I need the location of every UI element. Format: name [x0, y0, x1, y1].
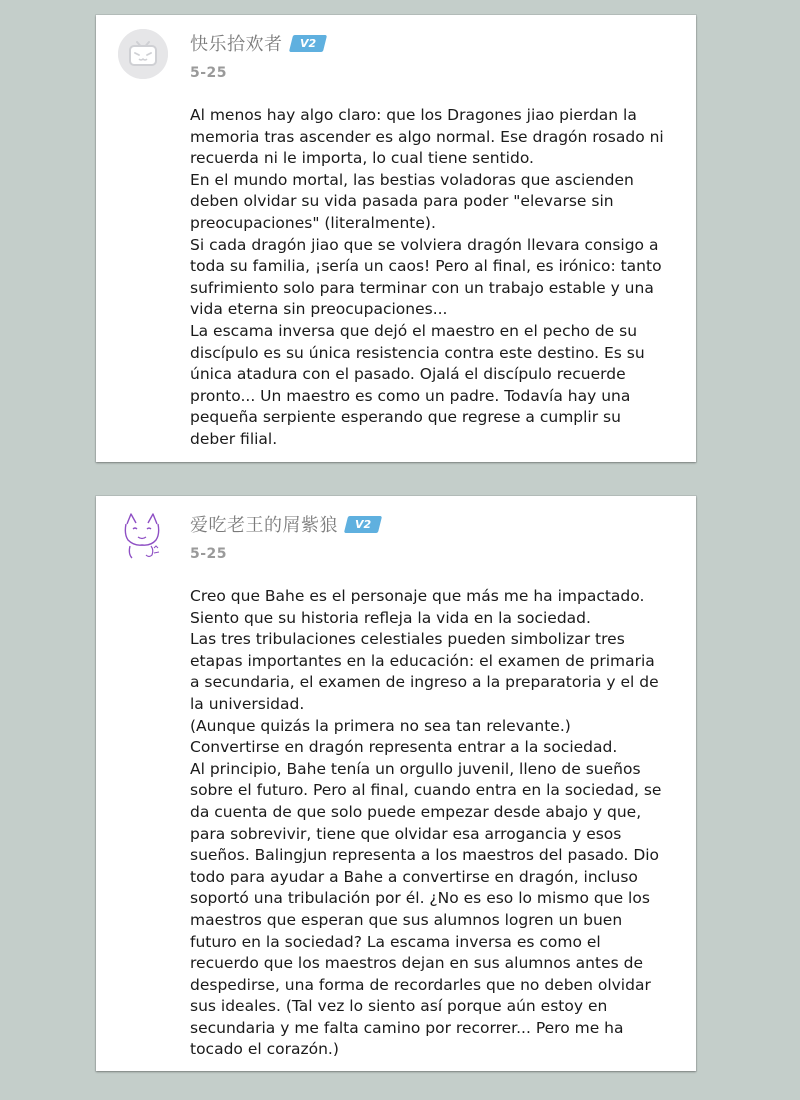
avatar[interactable]: [118, 29, 168, 79]
level-badge: [344, 516, 382, 533]
comment-body: [190, 105, 668, 451]
comment-body: [190, 586, 668, 1061]
comment-paragraph: Siento que su historia refleja la vida en la sociedad.: [190, 608, 591, 627]
comment-paragraph: Creo que Bahe es el personaje que más me ha impactado.: [190, 587, 645, 605]
comment-card: [96, 496, 696, 1071]
comment-paragraph: La escama inversa que dejó el maestro en el pecho de su discípulo es su única resistencia contra este destino. Es su única atadura con el pasado. Ojalá el discípulo recuerde pronto... Un maestro es como un padre. Todavía hay una pequeña serpiente esperando que regrese a cumplir su deber filial.: [190, 321, 645, 448]
comment-date: 5-25: [190, 546, 228, 562]
comment-paragraph: (Aunque quizás la primera no sea tan relevante.): [190, 716, 571, 735]
level-badge-label: V2: [354, 517, 372, 531]
username[interactable]: 爱吃老王的屑紫狼: [190, 515, 338, 536]
avatar[interactable]: [118, 510, 168, 560]
comment-card: [96, 15, 696, 462]
comment-paragraph: Si cada dragón jiao que se volviera dragón llevara consigo a toda su familia, ¡sería un caos! Pero al final, es irónico: tanto sufrimiento solo para terminar con un trabajo estable y una vida eterna sin preocupaciones...: [190, 235, 662, 319]
level-badge-label: V2: [299, 36, 316, 50]
level-badge: [288, 35, 326, 52]
comment-paragraph: Al principio, Bahe tenía un orgullo juvenil, lleno de sueños sobre el futuro. Pero al final, cuando entra en la sociedad, se da cuenta de que solo puede empezar desde abajo y que, para sobrevivir, tiene que olvidar esa arrogancia y esos sueños. Balingjun representa a los maestros del pasado. Dio todo para ayudar a Bahe a convertirse en dragón, incluso soportó una tribulación por él. ¿No es eso lo mismo que los maestros que esperan que sus alumnos logren un buen futuro en la sociedad? La escama inversa es como el recuerdo que los maestros dejan en sus alumnos antes de despedirse, una forma de recordarles que no deben olvidar sus ideales. (Tal vez lo siento así porque aún estoy en secundaria y me falta camino por recorrer... Pero me ha tocado el corazón.): [190, 759, 662, 1059]
comment-paragraph: Las tres tribulaciones celestiales pueden simbolizar tres etapas importantes en la educación: el examen de primaria a secundaria, el examen de ingreso a la preparatoria y el de la universidad.: [190, 630, 659, 713]
bilibili-tv-default-avatar-icon: [118, 29, 168, 79]
purple-wolf-sketch-avatar-icon: [118, 510, 168, 560]
comment-date: 5-25: [190, 65, 228, 81]
username-row: [190, 512, 380, 536]
comment-paragraph: Al menos hay algo claro: que los Dragones jiao pierdan la memoria tras ascender es algo normal. Ese dragón rosado ni recuerda ni le importa, lo cual tiene sentido.: [190, 106, 664, 168]
username-row: [190, 31, 325, 55]
username[interactable]: 快乐拾欢者: [190, 34, 283, 55]
comment-paragraph: En el mundo mortal, las bestias voladoras que ascienden deben olvidar su vida pasada para poder "elevarse sin preocupaciones" (literalmente).: [190, 170, 634, 232]
comment-paragraph: Convertirse en dragón representa entrar a la sociedad.: [190, 738, 618, 757]
